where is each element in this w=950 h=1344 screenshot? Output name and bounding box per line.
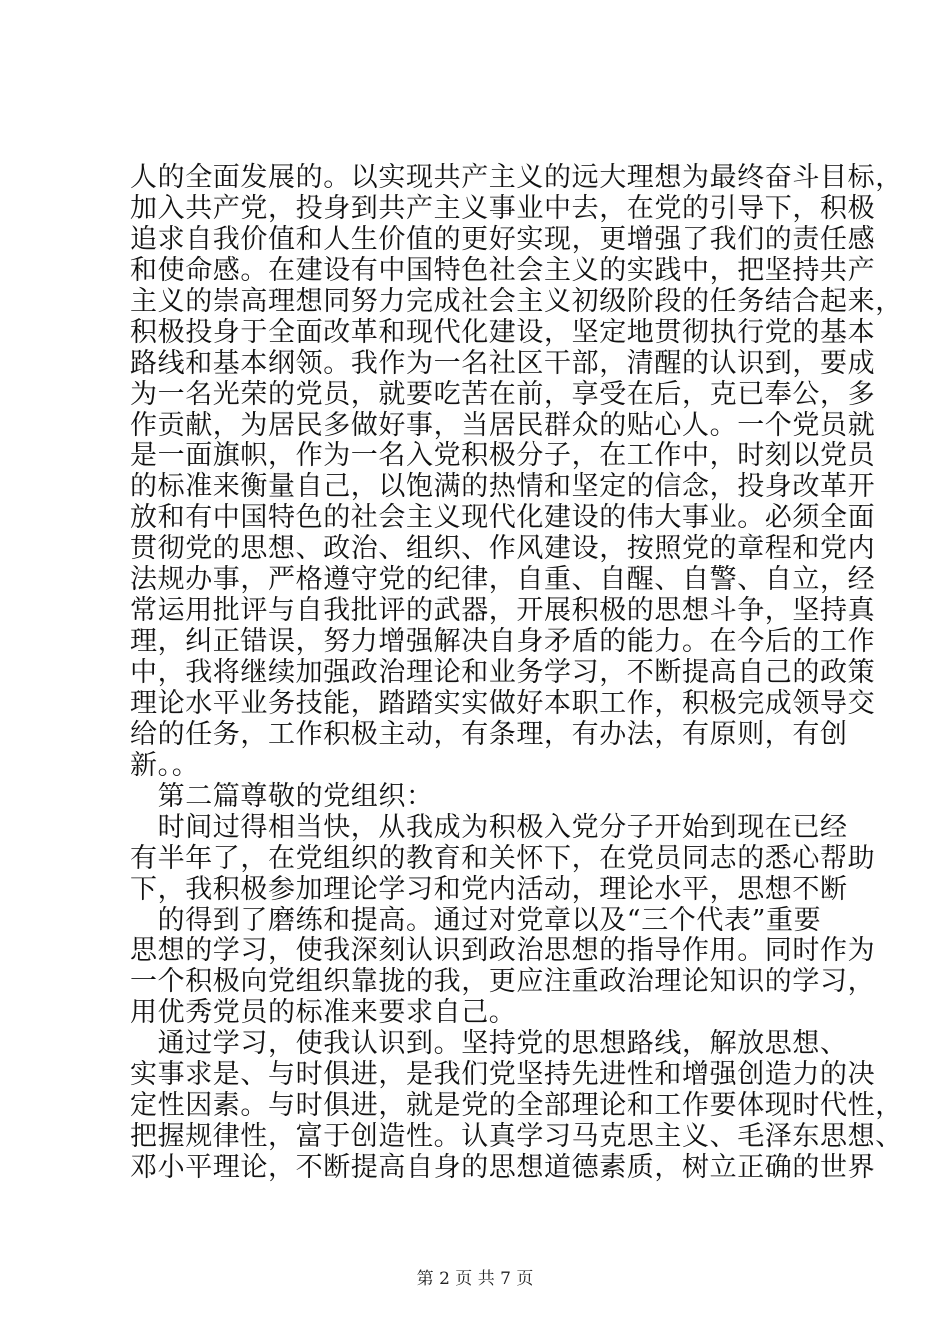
text-line: 新。。 — [130, 750, 200, 781]
text-line: 下，我积极参加理论学习和党内活动，理论水平，思想不断 — [130, 874, 848, 905]
text-line: 给的任务，工作积极主动，有条理，有办法，有原则，有创 — [130, 719, 848, 750]
text-line: 理，纠正错误，努力增强解决自身矛盾的能力。在今后的工作 — [130, 626, 876, 657]
text-line: 为一名光荣的党员，就要吃苦在前，享受在后，克已奉公，多 — [130, 379, 876, 410]
text-line: 主义的崇高理想同努力完成社会主义初级阶段的任务结合起来， — [130, 286, 903, 317]
text-line: 一个积极向党组织靠拢的我，更应注重政治理论知识的学习， — [130, 966, 876, 997]
text-line: 通过学习，使我认识到。坚持党的思想路线，解放思想、 — [130, 1028, 848, 1059]
text-line: 实事求是、与时俱进，是我们党坚持先进性和增强创造力的决 — [130, 1059, 876, 1090]
text-line: 人的全面发展的。以实现共产主义的远大理想为最终奋斗目标， — [130, 162, 903, 193]
text-line: 作贡献，为居民多做好事，当居民群众的贴心人。一个党员就 — [130, 410, 876, 441]
page-footer: 第 2 页 共 7 页 — [416, 1269, 534, 1289]
text-line: 是一面旗帜，作为一名入党积极分子，在工作中，时刻以党员 — [130, 440, 876, 471]
text-line: 放和有中国特色的社会主义现代化建设的伟大事业。必须全面 — [130, 502, 876, 533]
text-line: 邓小平理论，不断提高自身的思想道德素质，树立正确的世界 — [130, 1152, 876, 1183]
text-line: 时间过得相当快，从我成为积极入党分子开始到现在已经 — [130, 812, 848, 843]
text-line: 加入共产党，投身到共产主义事业中去，在党的引导下，积极 — [130, 193, 876, 224]
text-line: 的得到了磨练和提高。通过对党章以及“三个代表”重要 — [130, 905, 822, 936]
text-line: 路线和基本纲领。我作为一名社区干部，清醒的认识到，要成 — [130, 348, 876, 379]
text-line: 把握规律性，富于创造性。认真学习马克思主义、毛泽东思想、 — [130, 1121, 903, 1152]
text-line: 定性因素。与时俱进，就是党的全部理论和工作要体现时代性， — [130, 1090, 903, 1121]
text-line: 中，我将继续加强政治理论和业务学习，不断提高自己的政策 — [130, 657, 876, 688]
text-line: 和使命感。在建设有中国特色社会主义的实践中，把坚持共产 — [130, 255, 876, 286]
text-line: 追求自我价值和人生价值的更好实现，更增强了我们的责任感 — [130, 224, 876, 255]
text-line: 法规办事，严格遵守党的纪律，自重、自醒、自警、自立，经 — [130, 564, 876, 595]
text-line: 贯彻党的思想、政治、组织、作风建设，按照党的章程和党内 — [130, 533, 876, 564]
text-line: 常运用批评与自我批评的武器，开展积极的思想斗争，坚持真 — [130, 595, 876, 626]
text-line: 第二篇尊敬的党组织： — [130, 781, 434, 812]
text-line: 有半年了，在党组织的教育和关怀下，在党员同志的悉心帮助 — [130, 843, 876, 874]
text-line: 积极投身于全面改革和现代化建设，坚定地贯彻执行党的基本 — [130, 317, 876, 348]
text-line: 思想的学习，使我深刻认识到政治思想的指导作用。同时作为 — [130, 935, 876, 966]
text-line: 的标准来衡量自己，以饱满的热情和坚定的信念，投身改革开 — [130, 471, 876, 502]
text-line: 用优秀党员的标准来要求自己。 — [130, 997, 517, 1028]
text-line: 理论水平业务技能，踏踏实实做好本职工作，积极完成领导交 — [130, 688, 876, 719]
